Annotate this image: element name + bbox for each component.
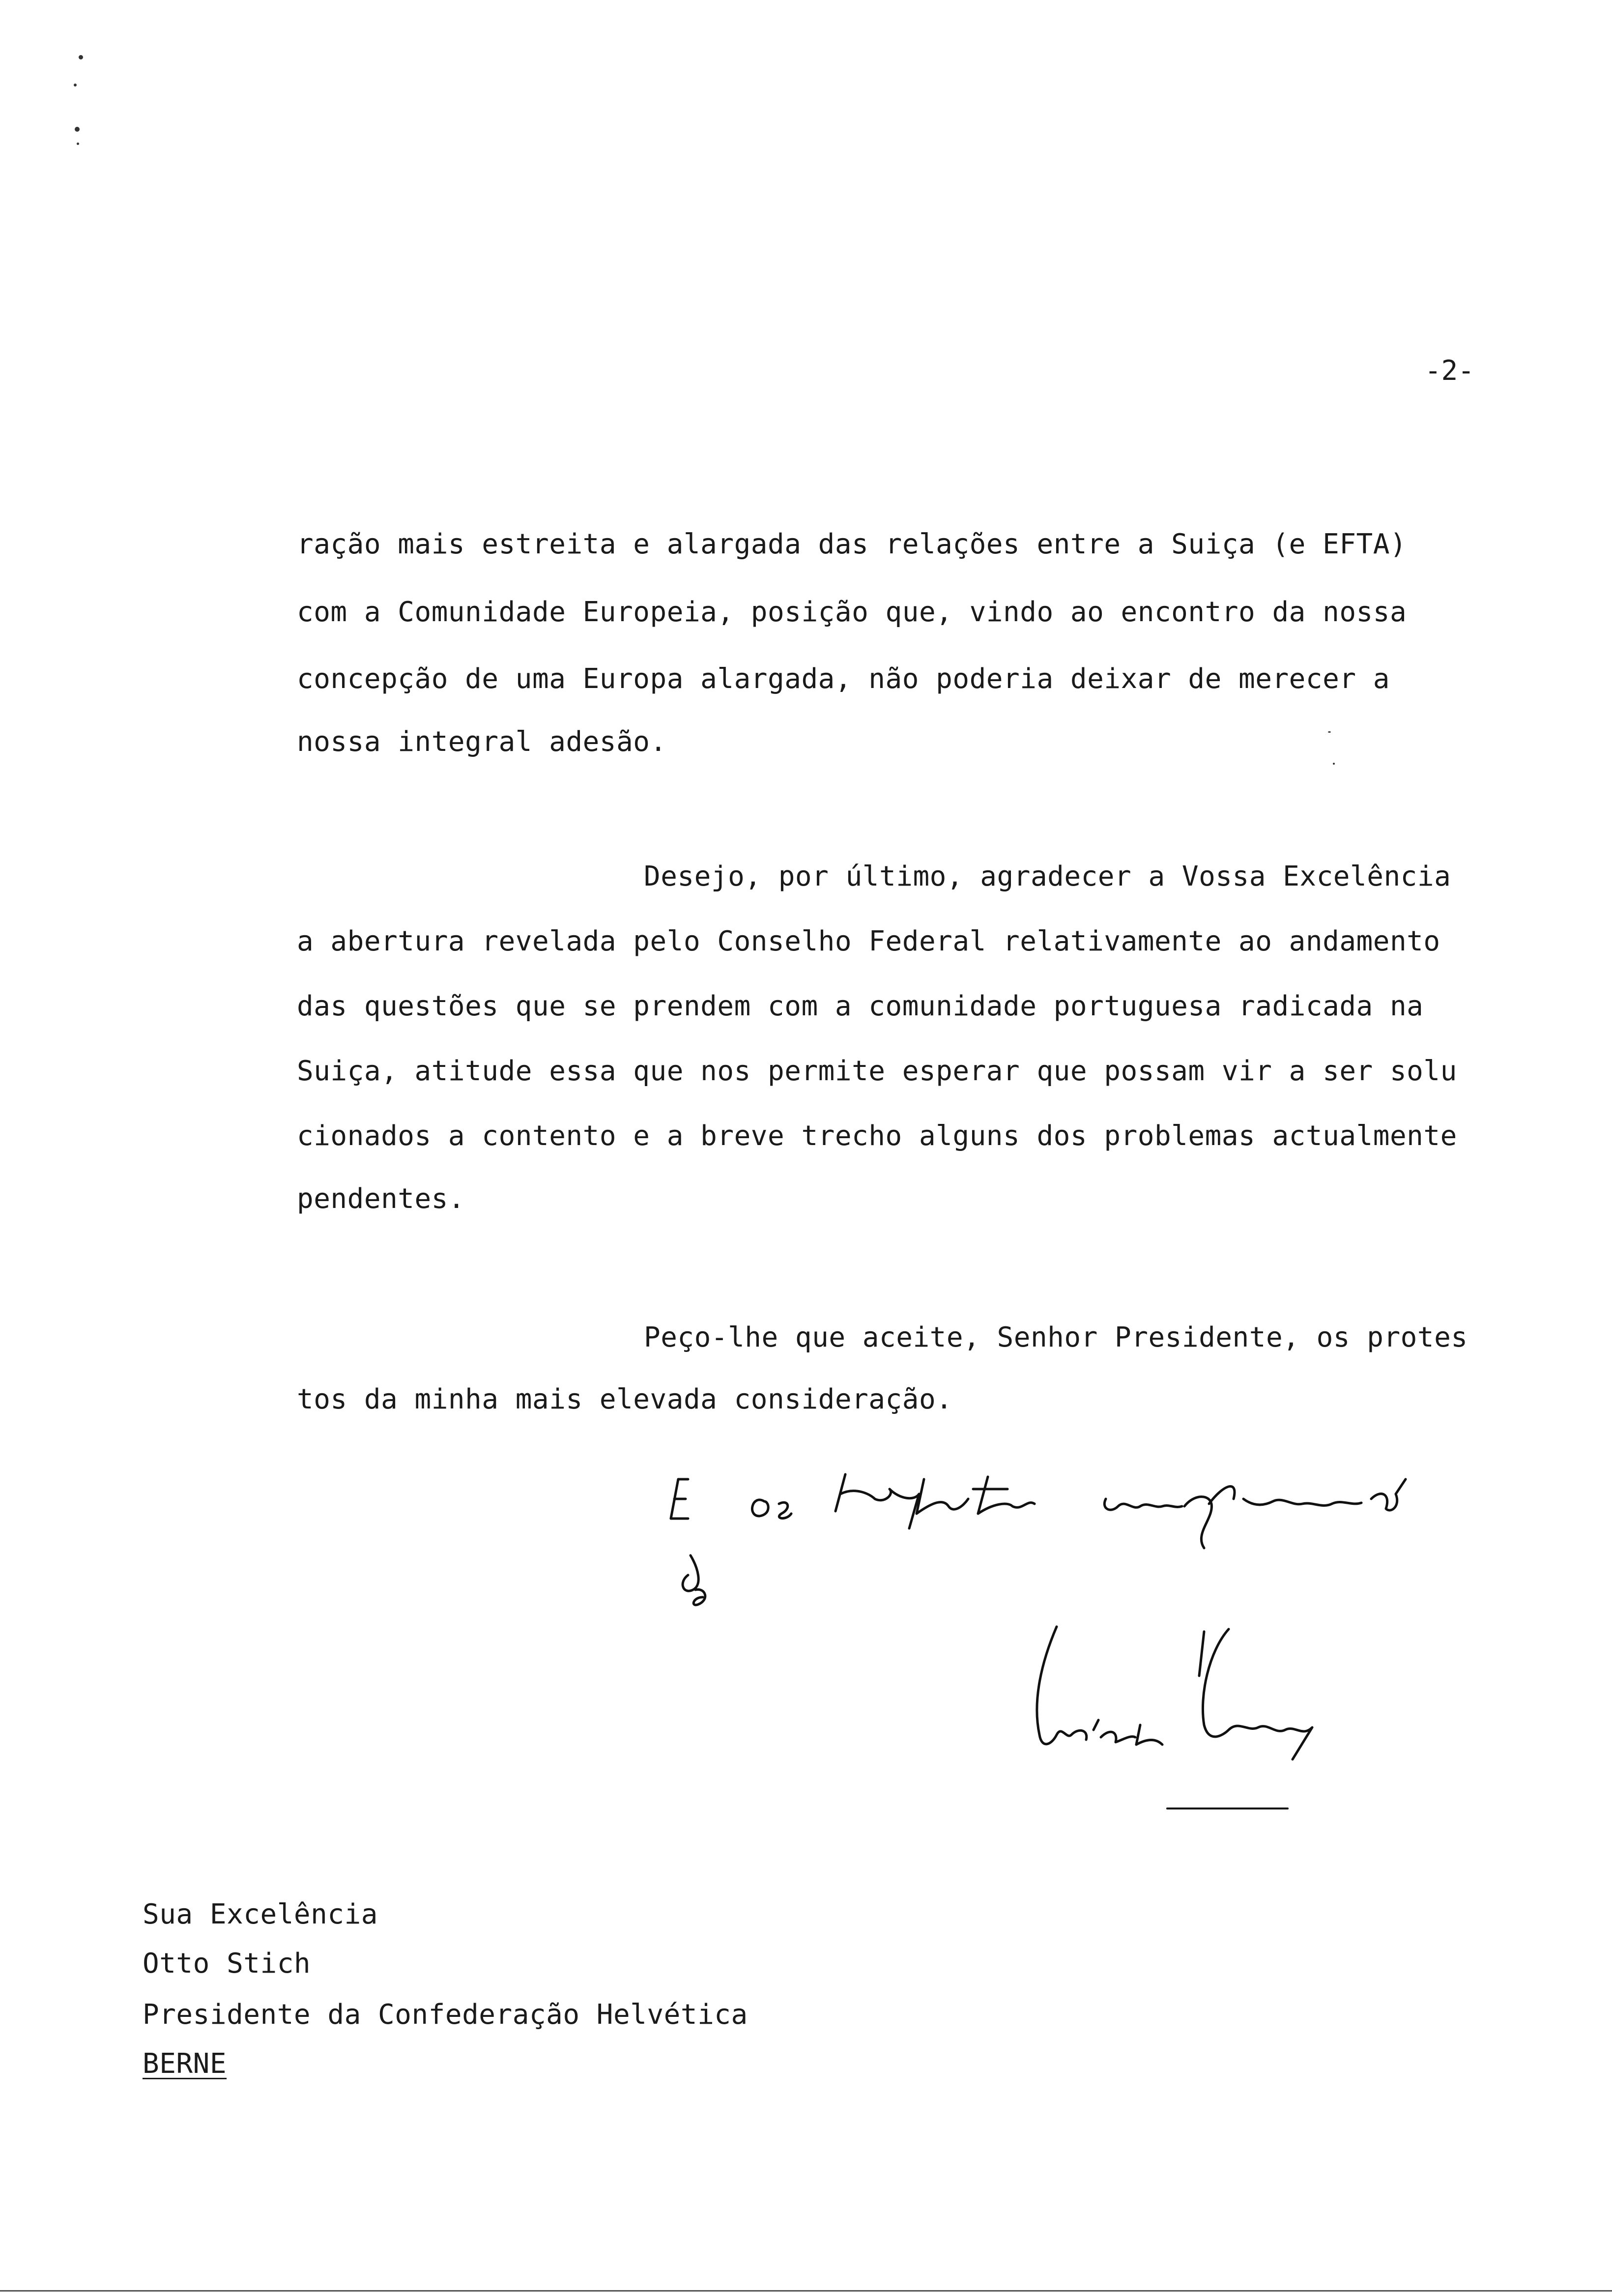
page-number: -2- bbox=[1424, 355, 1474, 387]
paragraph-2-line-5: cionados a contento e a breve trecho alguns dos problemas actualmente bbox=[297, 1120, 1457, 1152]
paragraph-1-line-3: concepção de uma Europa alargada, não poderia deixar de merecer a bbox=[297, 663, 1390, 695]
paragraph-1-line-4: nossa integral adesão. bbox=[297, 726, 667, 758]
address-line-1: Sua Excelência bbox=[143, 1898, 378, 1930]
scan-speck bbox=[75, 127, 80, 132]
scan-speck bbox=[74, 84, 77, 86]
paragraph-3-line-2: tos da minha mais elevada consideração. bbox=[297, 1383, 953, 1415]
paragraph-1-line-2: com a Comunidade Europeia, posição que, vindo ao encontro da nossa bbox=[297, 596, 1407, 628]
paragraph-2-line-6: pendentes. bbox=[297, 1183, 465, 1215]
scan-speck bbox=[79, 55, 83, 59]
paragraph-2-line-2: a abertura revelada pelo Conselho Federal relativamente ao andamento bbox=[297, 925, 1440, 957]
signature bbox=[993, 1622, 1337, 1828]
bottom-scan-edge bbox=[0, 2290, 1612, 2292]
handwritten-closing bbox=[668, 1460, 1465, 1622]
scan-speck bbox=[1328, 731, 1331, 733]
paragraph-2-line-3: das questões que se prendem com a comunidade portuguesa radicada na bbox=[297, 990, 1424, 1022]
paragraph-1-line-1: ração mais estreita e alargada das relações entre a Suiça (e EFTA) bbox=[297, 528, 1407, 560]
address-line-2: Otto Stich bbox=[143, 1948, 311, 1980]
scan-speck bbox=[1333, 763, 1335, 765]
scan-speck bbox=[77, 143, 79, 145]
paragraph-3-line-1: Peço-lhe que aceite, Senhor Presidente, os protes bbox=[644, 1321, 1468, 1353]
paragraph-2-line-1: Desejo, por último, agradecer a Vossa Excelência bbox=[644, 861, 1451, 892]
address-city: BERNE bbox=[143, 2048, 227, 2080]
address-line-3: Presidente da Confederação Helvética bbox=[143, 1999, 748, 2031]
paragraph-2-line-4: Suiça, atitude essa que nos permite esperar que possam vir a ser solu bbox=[297, 1055, 1457, 1087]
